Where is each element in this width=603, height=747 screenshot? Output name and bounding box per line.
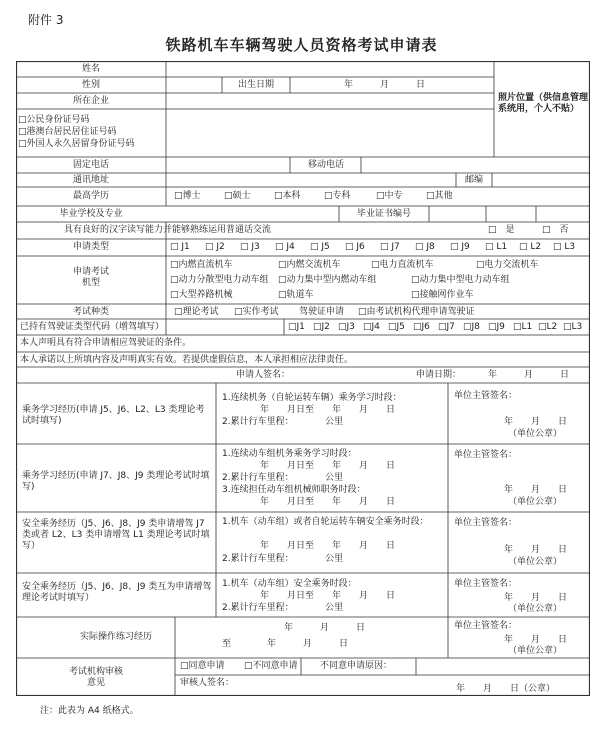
exp-label-4: 安全乘务经历（J5、J6、J8、J9 类互为申请增驾理论考试时填写） xyxy=(22,582,212,603)
exp3-supervisor-date: 年 月 日 xyxy=(504,545,568,555)
exp2-supervisor-sign: 单位主管签名： xyxy=(454,450,518,460)
model-catenary-car[interactable]: □接触网作业车 xyxy=(411,290,474,300)
reviewer-signature-label: 审核人签名： xyxy=(180,678,235,688)
applicant-signature-label: 申请人签名： xyxy=(236,370,291,380)
exp4-line3: 2.累计行车里程： 公里 xyxy=(222,603,344,613)
exp2-seal: （单位公章） xyxy=(508,497,563,507)
model-electric-ac[interactable]: □电力交流机车 xyxy=(476,260,539,270)
phone-label: 固定电话 xyxy=(72,160,110,170)
name-label: 姓名 xyxy=(81,64,101,74)
birth-label: 出生日期 xyxy=(237,80,275,90)
exp2-line1: 1.连续动车组机务乘务学习时段： xyxy=(222,449,357,459)
postcode-label: 邮编 xyxy=(464,175,484,185)
gender-label: 性别 xyxy=(81,80,101,90)
mandarin-no[interactable]: □ 否 xyxy=(542,225,569,235)
exp4-line1: 1.机车（动车组）安全乘务时段： xyxy=(222,579,357,589)
address-label: 通讯地址 xyxy=(72,175,110,185)
exp-label-5: 实际操作练习经历 xyxy=(79,632,153,642)
apply-date-label: 申请日期： xyxy=(416,370,462,380)
practice-supervisor-date: 年 月 日 xyxy=(504,635,568,645)
model-dmu-concentrated[interactable]: □动力集中型内燃动车组 xyxy=(278,275,377,285)
held-j1[interactable]: □J1 xyxy=(288,322,305,332)
model-track-machinery[interactable]: □大型养路机械 xyxy=(170,290,233,300)
held-l1[interactable]: □L1 xyxy=(513,322,533,332)
held-j3[interactable]: □J3 xyxy=(338,322,355,332)
exp2-line2: 年 月日至 年 月 日 xyxy=(260,461,396,471)
exp3-line2: 年 月日至 年 月 日 xyxy=(260,541,396,551)
exp4-line2: 年 月日至 年 月 日 xyxy=(260,591,396,601)
apply-date-placeholder: 年 月 日 xyxy=(488,370,570,380)
exp4-supervisor-date: 年 月 日 xyxy=(504,593,568,603)
edu-doctor[interactable]: □博士 xyxy=(174,191,201,201)
education-label: 最高学历 xyxy=(72,191,110,201)
review-disagree[interactable]: □不同意申请 xyxy=(244,661,298,671)
exp1-supervisor-date: 年 月 日 xyxy=(504,417,568,427)
photo-placeholder: 照片位置（供信息管理系统用，个人不贴） xyxy=(498,93,589,114)
apply-type-label: 申请类型 xyxy=(72,242,110,252)
apply-l3[interactable]: □ L3 xyxy=(553,242,576,252)
apply-j9[interactable]: □ J9 xyxy=(450,242,470,252)
practice-from: 年 月 日 xyxy=(284,623,366,633)
held-code-label: 已持有驾驶证类型代码（增驾填写） xyxy=(20,322,165,332)
exp1-line3: 2.累计行车里程： 公里 xyxy=(222,417,344,427)
exp1-line2: 年 月日至 年 月 日 xyxy=(260,405,396,415)
edu-college[interactable]: □专科 xyxy=(324,191,351,201)
exam-type-label: 考试种类 xyxy=(72,307,110,317)
held-j6[interactable]: □J6 xyxy=(413,322,430,332)
model-emu-concentrated[interactable]: □动力集中型电力动车组 xyxy=(411,275,510,285)
exp2-line5: 年 月日至 年 月 日 xyxy=(260,497,396,507)
model-diesel-ac[interactable]: □内燃交流机车 xyxy=(278,260,341,270)
exp2-line4: 3.连续担任动车组机械师职务时段： xyxy=(222,485,366,495)
exp3-supervisor-sign: 单位主管签名： xyxy=(454,518,518,528)
held-j2[interactable]: □J2 xyxy=(313,322,330,332)
held-j4[interactable]: □J4 xyxy=(363,322,380,332)
mandarin-yes[interactable]: □ 是 xyxy=(488,225,515,235)
apply-l2[interactable]: □ L2 xyxy=(519,242,542,252)
license-apply[interactable]: 驾驶证申请 xyxy=(299,307,345,317)
exp-label-2: 乘务学习经历(申请 J7、J8、J9 类理论考试时填写) xyxy=(22,471,210,492)
apply-j8[interactable]: □ J8 xyxy=(415,242,435,252)
exam-theory[interactable]: □理论考试 xyxy=(174,307,219,317)
practice-to: 至 年 月 日 xyxy=(222,639,349,649)
exp3-seal: （单位公章） xyxy=(508,557,563,567)
practice-supervisor-sign: 单位主管签名： xyxy=(454,621,518,631)
edu-other[interactable]: □其他 xyxy=(426,191,453,201)
review-label: 考试机构审核意见 xyxy=(68,667,123,688)
birth-date-placeholder: 年 月 日 xyxy=(344,80,426,90)
apply-j5[interactable]: □ J5 xyxy=(310,242,330,252)
exp2-line3: 2.累计行车里程： 公里 xyxy=(222,473,344,483)
model-rail-car[interactable]: □轨道车 xyxy=(278,290,314,300)
exp1-line1: 1.连续机务（自轮运转车辆）乘务学习时段： xyxy=(222,393,402,403)
exp4-seal: （单位公章） xyxy=(508,604,563,614)
held-l3[interactable]: □L3 xyxy=(563,322,583,332)
review-date: 年 月 日（公章） xyxy=(456,684,556,694)
exp-label-3: 安全乘务经历（J5、J6、J8、J9 类申请增驾 J7 类或者 L2、L3 类申请增驾 L1 类理论考试时填写） xyxy=(22,519,210,551)
id-type-foreigner[interactable]: □外国人永久居留身份证号码 xyxy=(18,139,135,149)
attachment-label: 附件 3 xyxy=(28,13,64,27)
id-type-hkmt[interactable]: □港澳台居民居住证号码 xyxy=(18,127,117,137)
exp2-supervisor-date: 年 月 日 xyxy=(504,485,568,495)
model-emu-distributed[interactable]: □动力分散型电力动车组 xyxy=(170,275,269,285)
mandarin-label: 具有良好的汉字读写能力并能够熟练运用普通话交流 xyxy=(64,225,272,235)
id-type-citizen[interactable]: □公民身份证号码 xyxy=(18,115,90,125)
held-j9[interactable]: □J9 xyxy=(488,322,505,332)
apply-j3[interactable]: □ J3 xyxy=(240,242,260,252)
declaration-conditions: 本人声明具有符合申请相应驾驶证的条件。 xyxy=(20,338,192,348)
apply-l1[interactable]: □ L1 xyxy=(485,242,508,252)
exam-practical[interactable]: □实作考试 xyxy=(234,307,279,317)
model-label: 申请考试机型 xyxy=(72,267,109,288)
exp-label-1: 乘务学习经历(申请 J5、J6、L2、L3 类理论考试时填写) xyxy=(22,405,205,426)
apply-j7[interactable]: □ J7 xyxy=(380,242,400,252)
held-j7[interactable]: □J7 xyxy=(438,322,455,332)
model-diesel-dc[interactable]: □内燃直流机车 xyxy=(170,260,233,270)
review-reason-label: 不同意申请原因： xyxy=(320,661,393,671)
practice-seal: （单位公章） xyxy=(508,646,563,656)
school-label: 毕业学校及专业 xyxy=(59,209,123,219)
held-j8[interactable]: □J8 xyxy=(463,322,480,332)
exp3-line1: 1.机车（动车组）或者自轮运转车辆安全乘务时段： xyxy=(222,517,429,527)
mobile-label: 移动电话 xyxy=(307,160,345,170)
footnote: 注：此表为 A4 纸格式。 xyxy=(40,706,139,716)
exam-agency-proxy[interactable]: □由考试机构代理申请驾驶证 xyxy=(358,307,475,317)
edu-secondary[interactable]: □中专 xyxy=(376,191,403,201)
form-title: 铁路机车车辆驾驶人员资格考试申请表 xyxy=(165,36,438,54)
held-l2[interactable]: □L2 xyxy=(538,322,558,332)
exp1-supervisor-sign: 单位主管签名： xyxy=(454,391,518,401)
apply-j2[interactable]: □ J2 xyxy=(205,242,225,252)
application-form xyxy=(16,61,590,696)
cert-no-label: 毕业证书编号 xyxy=(356,209,412,219)
apply-j6[interactable]: □ J6 xyxy=(345,242,365,252)
held-j5[interactable]: □J5 xyxy=(388,322,405,332)
apply-j4[interactable]: □ J4 xyxy=(275,242,295,252)
apply-j1[interactable]: □ J1 xyxy=(170,242,190,252)
edu-bachelor[interactable]: □本科 xyxy=(274,191,301,201)
model-electric-dc[interactable]: □电力直流机车 xyxy=(371,260,434,270)
edu-master[interactable]: □硕士 xyxy=(224,191,251,201)
exp1-seal: （单位公章） xyxy=(508,429,563,439)
exp3-line3: 2.累计行车里程： 公里 xyxy=(222,554,344,564)
review-agree[interactable]: □同意申请 xyxy=(180,661,225,671)
company-label: 所在企业 xyxy=(72,96,110,106)
exp4-supervisor-sign: 单位主管签名： xyxy=(454,579,518,589)
declaration-truth: 本人承诺以上所填内容及声明真实有效。若提供虚假信息，本人承担相应法律责任。 xyxy=(20,355,354,365)
